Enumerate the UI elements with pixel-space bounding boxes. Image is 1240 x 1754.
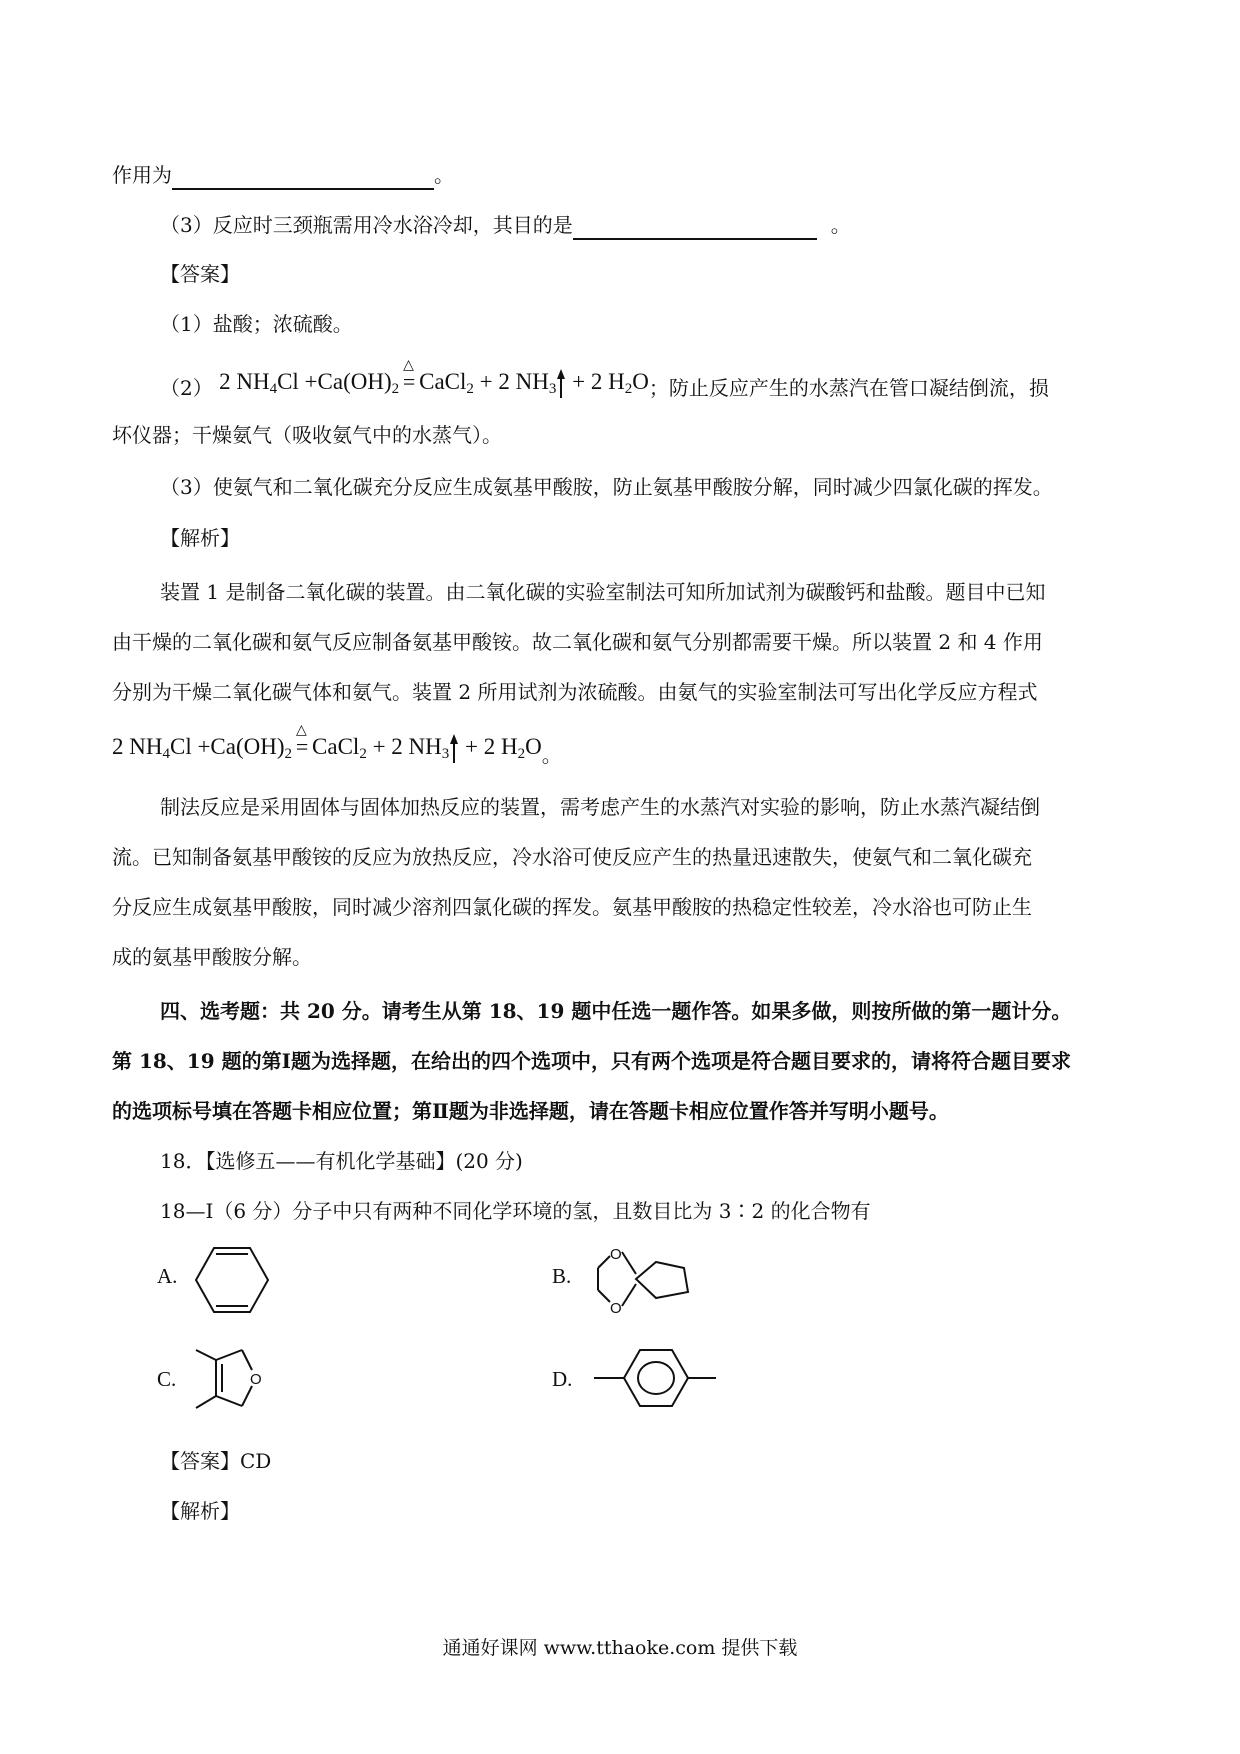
answer-blank[interactable] [172,166,434,190]
analysis-eq-end: 。 [541,743,562,767]
analysis2-line-2: 流。已知制备氨基甲酸铵的反应为放热反应，冷水浴可使反应产生的热量迅速散失，使氨气和二氧化碳充 [112,845,1032,869]
chemical-equation: 2 $NH_4Cl +Ca(OH)_2$ △ = CaCl$_2$ + 2 $NH_3 + 2$ $H_2O$ [112,723,542,762]
answer-2-suffix: ；防止反应产生的水蒸汽在管口凝结倒流，损 [648,376,1049,400]
oxygen-atom: O [610,1246,622,1263]
q18-1-question: 18—I（6 分）分子中只有两种不同化学环境的氢，且数目比为 3∶2 的化合物有 [160,1199,871,1223]
cyclohexadiene-structure [192,1240,272,1320]
oxygen-atom: O [250,1371,262,1388]
q2-tail-end: 。 [434,163,454,187]
q3-text: （3）反应时三颈瓶需用冷水浴冷却，其目的是 [160,213,573,237]
analysis-equation-line [112,723,562,769]
section4-line-2: 第 18、19 题的第Ⅰ题为选择题，在给出的四个选项中，只有两个选项是符合题目要求的，请将符合题目要求 [112,1049,1071,1073]
section4-line-1: 四、选考题：共 20 分。请考生从第 18、19 题中任选一题作答。如果多做，则按所做的第一题计分。 [160,999,1072,1023]
analysis2-line-4: 成的氨基甲酸胺分解。 [112,945,312,969]
answer-cd: 【答案】CD [160,1449,272,1473]
heat-equals-icon: △ = [402,358,416,394]
option-a-label[interactable]: A. [157,1264,178,1288]
answer-blank[interactable] [573,216,817,240]
option-c-label[interactable]: C. [157,1367,177,1391]
answer-heading: 【答案】 [160,262,240,286]
heat-equals-icon: △ = [295,723,309,759]
oxygen-atom: O [610,1300,622,1317]
analysis2-line-1: 制法反应是采用固体与固体加热反应的装置，需考虑产生的水蒸汽对实验的影响，防止水蒸汽凝结倒 [160,795,1040,819]
spiroketal-structure [590,1238,700,1322]
gas-arrow-icon [449,734,459,764]
q3-line [160,210,851,240]
analysis-heading: 【解析】 [160,526,240,550]
answer-3: （3）使氨气和二氧化碳充分反应生成氨基甲酸胺，防止氨基甲酸胺分解，同时减少四氯化碳的挥发。 [160,475,1053,499]
option-b-label[interactable]: B. [552,1264,572,1288]
analysis-line-3: 分别为干燥二氧化碳气体和氨气。装置 2 所用试剂为浓硫酸。由氨气的实验室制法可写出化学反应方程式 [112,680,1038,704]
q2-tail-text: 作用为 [112,163,172,187]
analysis2-line-3: 分反应生成氨基甲酸胺，同时减少溶剂四氯化碳的挥发。氨基甲酸胺的热稳定性较差，冷水浴也可防止生 [112,895,1032,919]
q2-tail-line [112,160,454,190]
gas-arrow-icon [556,369,566,399]
analysis-line-2: 由干燥的二氧化碳和氨气反应制备氨基甲酸铵。故二氧化碳和氨气分别都需要干燥。所以装置 2 和 4 作用 [112,630,1043,654]
section4-line-3: 的选项标号填在答题卡相应位置；第Ⅱ题为非选择题，请在答题卡相应位置作答并写明小题号。 [112,1099,949,1123]
q3-end: 。 [830,213,851,237]
q18-title: 18．【选修五——有机化学基础】(20 分) [160,1149,523,1173]
p-xylene-structure [590,1338,720,1418]
page-footer: 通通好课网 www.tthaoke.com 提供下载 [442,1637,798,1659]
answer-1: （1）盐酸；浓硫酸。 [160,312,353,336]
answer-2-line [160,358,1049,410]
option-d-label[interactable]: D. [552,1367,573,1391]
answer-2-prefix: （2） [160,376,213,400]
answer-2-line2: 坏仪器；干燥氨气（吸收氨气中的水蒸气）。 [112,423,502,447]
chemical-equation: 2 $NH_4Cl +Ca(OH)_2$ △ = CaCl$_2$ + 2 $NH_3 + 2$ $H_2O$ [219,358,649,397]
analysis-line-1: 装置 1 是制备二氧化碳的装置。由二氧化碳的实验室制法可知所加试剂为碳酸钙和盐酸。题目中已知 [160,580,1046,604]
analysis-heading-2: 【解析】 [160,1499,240,1523]
dihydrofuran-structure [192,1338,282,1418]
